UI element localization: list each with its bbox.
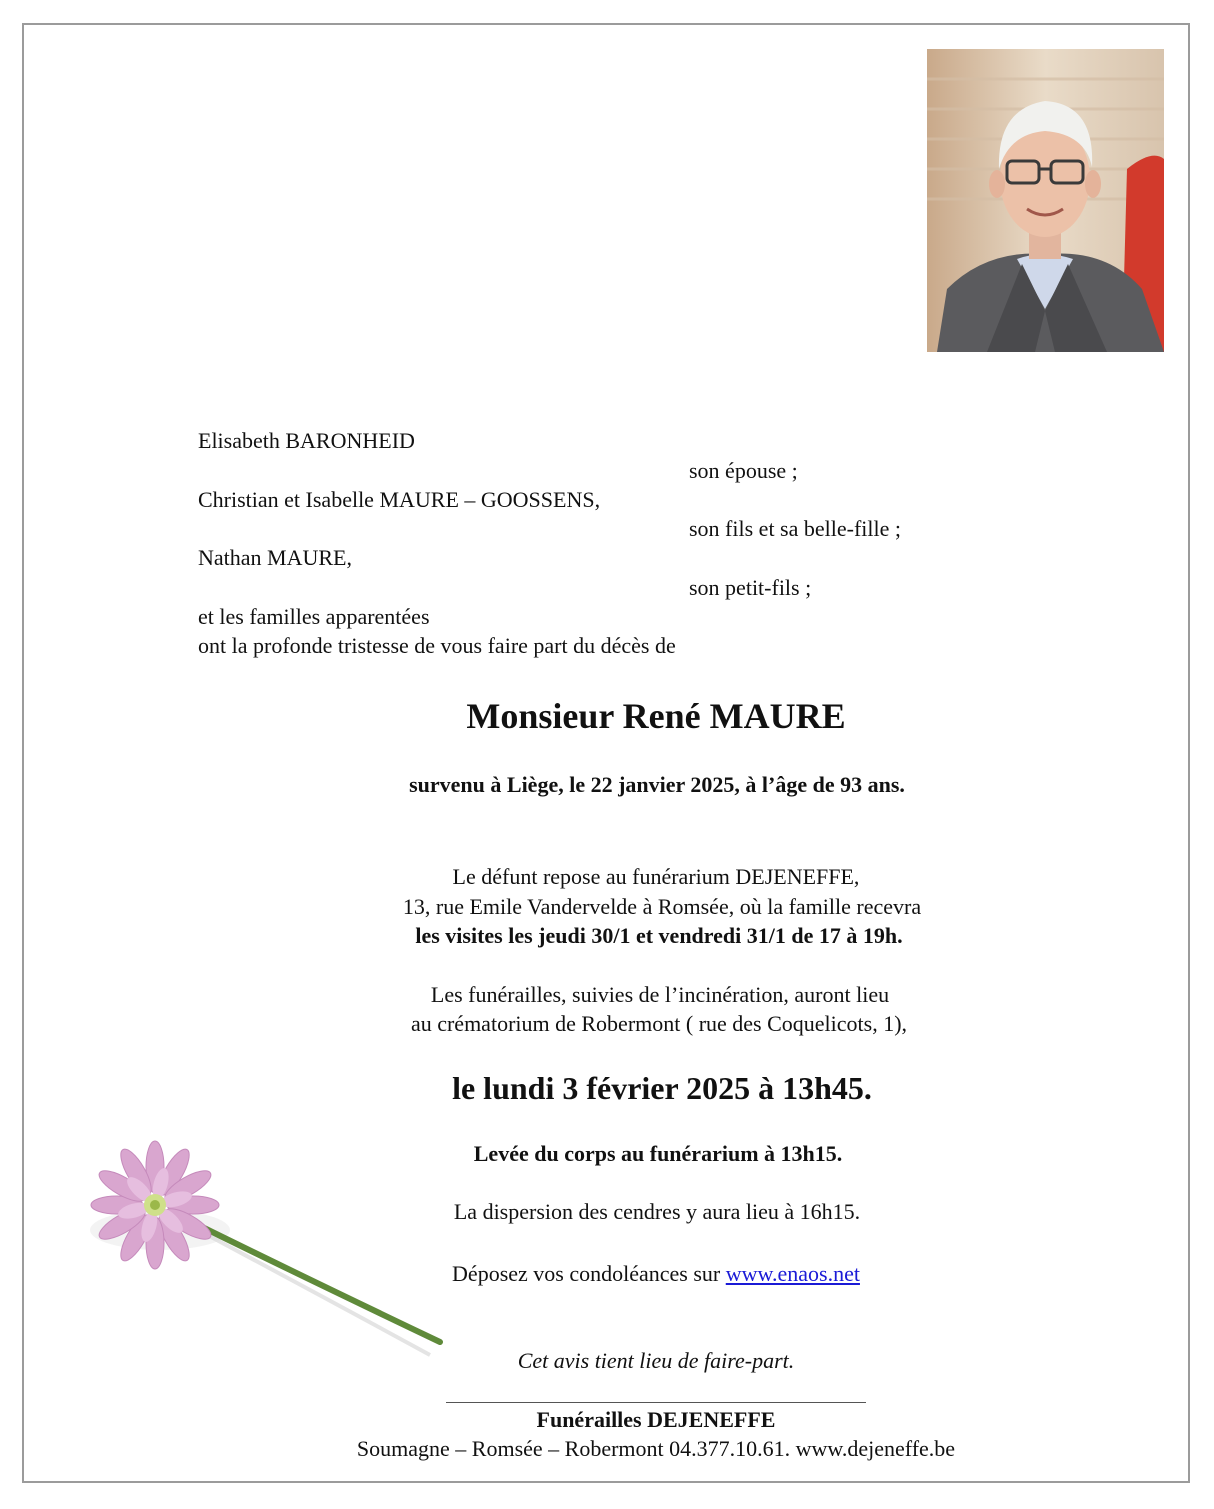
- funeral-date: le lundi 3 février 2025 à 13h45.: [452, 1070, 872, 1106]
- deceased-name: Monsieur René MAURE: [466, 696, 846, 736]
- footer-divider: [446, 1402, 866, 1403]
- family-member-relation: son épouse ;: [689, 458, 798, 483]
- funeral-company-name: Funérailles DEJENEFFE: [536, 1407, 776, 1432]
- notice-text: Cet avis tient lieu de faire-part.: [517, 1348, 795, 1373]
- portrait-photo: [927, 49, 1164, 352]
- family-member-name: Elisabeth BARONHEID: [198, 428, 415, 453]
- visits-schedule: les visites les jeudi 30/1 et vendredi 31/1 de 17 à 19h.: [415, 923, 903, 948]
- condolences-link[interactable]: www.enaos.net: [725, 1261, 860, 1286]
- funeral-company-contact: Soumagne – Romsée – Robermont 04.377.10.61. www.dejeneffe.be: [356, 1436, 956, 1461]
- funeral-line: Les funérailles, suivies de l’incinération, auront lieu: [430, 982, 890, 1007]
- family-member-name: Christian et Isabelle MAURE – GOOSSENS,: [198, 487, 601, 512]
- flower-illustration: [70, 1120, 470, 1380]
- death-info: survenu à Liège, le 22 janvier 2025, à l’âge de 93 ans.: [409, 772, 905, 797]
- levee-du-corps: Levée du corps au funérarium à 13h15.: [473, 1141, 843, 1166]
- family-member-relation: son fils et sa belle-fille ;: [689, 516, 901, 541]
- family-closing-line: et les familles apparentées: [198, 604, 430, 629]
- funeral-line: au crématorium de Robermont ( rue des Coquelicots, 1),: [410, 1011, 908, 1036]
- family-member-relation: son petit-fils ;: [689, 575, 812, 600]
- family-closing-line: ont la profonde tristesse de vous faire part du décès de: [198, 633, 676, 658]
- visits-line: Le défunt repose au funérarium DEJENEFFE,: [452, 864, 860, 889]
- ashes-dispersion: La dispersion des cendres y aura lieu à 16h15.: [453, 1199, 861, 1224]
- family-member-name: Nathan MAURE,: [198, 545, 352, 570]
- visits-line: 13, rue Emile Vandervelde à Romsée, où la famille recevra: [402, 894, 922, 919]
- condolences-text: Déposez vos condoléances sur: [452, 1261, 726, 1286]
